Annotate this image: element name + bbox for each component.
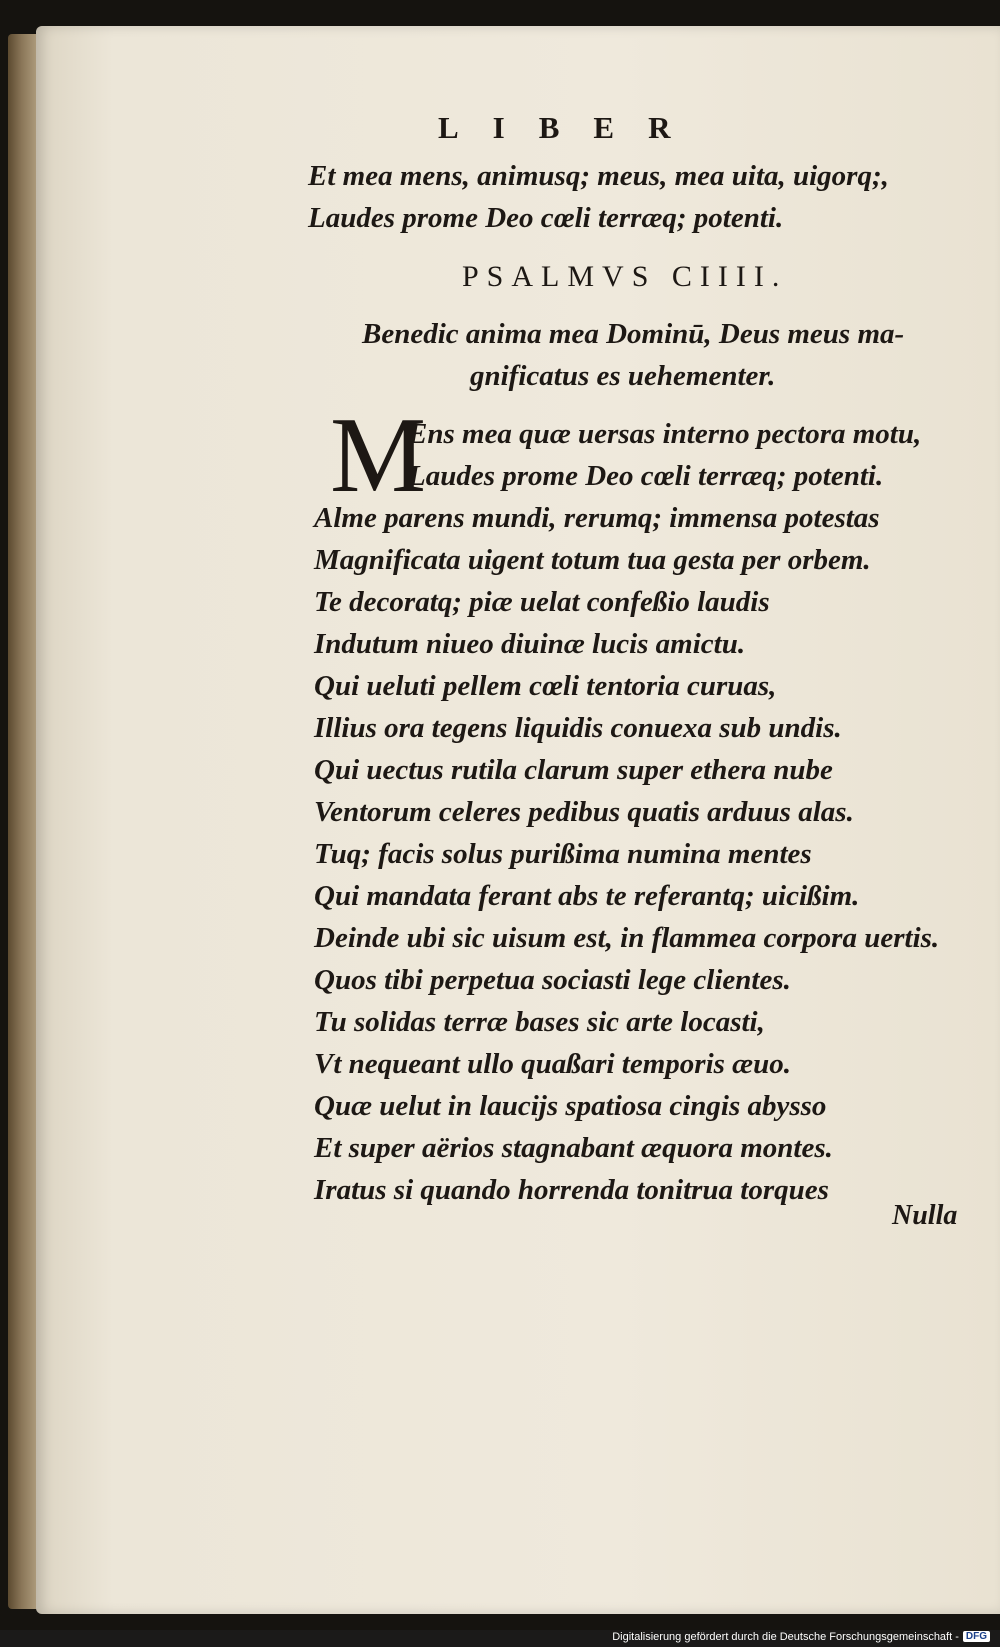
verse-first-line-2: Laudes prome Deo cœli terræq; potenti.: [408, 460, 884, 492]
incipit-line-1: Benedic anima mea Dominū, Deus meus ma-: [362, 318, 905, 350]
verse-line: Illius ora tegens liquidis conuexa sub undis.: [314, 712, 842, 744]
opening-line-2: Laudes prome Deo cœli terræq; potenti.: [308, 202, 784, 234]
verse-line: Vt nequeant ullo quaßari temporis æuo.: [314, 1048, 791, 1080]
verse-line: Quos tibi perpetua sociasti lege clientes.: [314, 964, 791, 996]
verse-line: Quæ uelut in laucijs spatiosa cingis abysso: [314, 1090, 827, 1122]
verse-first-line-1: Ens mea quæ uersas interno pectora motu,: [408, 418, 922, 450]
verse-line: Tu solidas terræ bases sic arte locasti,: [314, 1006, 765, 1038]
running-head: LIBER: [438, 110, 705, 145]
dfg-logo: DFG: [963, 1631, 990, 1642]
verse-line: Et super aërios stagnabant æquora montes.: [314, 1132, 833, 1164]
verse-line: Deinde ubi sic uisum est, in flammea corpora uertis.: [314, 922, 940, 954]
digitization-footer: [612, 1628, 990, 1645]
psalm-title: PSALMVS CIIII.: [462, 260, 788, 293]
opening-line-1: Et mea mens, animusq; meus, mea uita, uigorq;,: [308, 160, 889, 192]
verse-line: Alme parens mundi, rerumq; immensa potestas: [314, 502, 880, 534]
verse-line: Qui ueluti pellem cœli tentoria curuas,: [314, 670, 777, 702]
verse-line: Qui uectus rutila clarum super ethera nube: [314, 754, 833, 786]
verse-line: Tuq; facis solus purißima numina mentes: [314, 838, 812, 870]
verse-line: Ventorum celeres pedibus quatis arduus alas.: [314, 796, 854, 828]
incipit-line-2: gnificatus es uehementer.: [470, 360, 776, 392]
verse-line: Magnificata uigent totum tua gesta per orbem.: [314, 544, 871, 576]
footer-text: Digitalisierung gefördert durch die Deutsche Forschungsgemeinschaft -: [612, 1630, 959, 1643]
catchword: Nulla: [892, 1200, 958, 1231]
verse-line: Te decoratq; piæ uelat confeßio laudis: [314, 586, 770, 618]
verse-line: Qui mandata ferant abs te referantq; uicißim.: [314, 880, 860, 912]
drop-capital: M: [330, 396, 427, 515]
verse-line: Iratus si quando horrenda tonitrua torques: [314, 1174, 829, 1206]
verse-line: Indutum niueo diuinæ lucis amictu.: [314, 628, 746, 660]
